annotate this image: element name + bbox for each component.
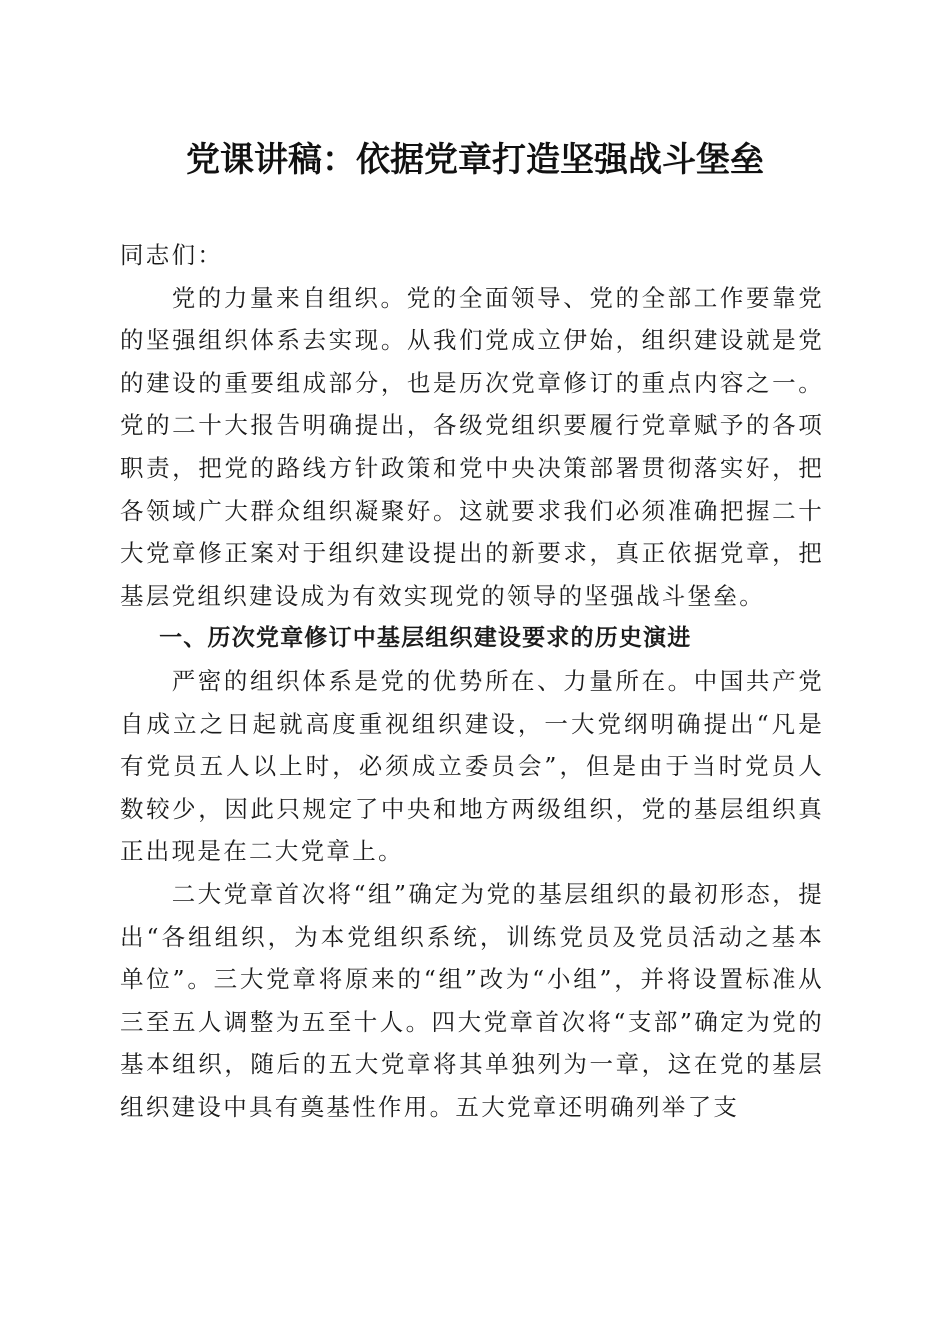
document-body bbox=[120, 234, 824, 1128]
intro-paragraph: 党的力量来自组织。党的全面领导、党的全部工作要靠党的坚强组织体系去实现。从我们党成立伊始，组织建设就是党的建设的重要组成部分，也是历次党章修订的重点内容之一。党的二十大报告明确提出，各级党组织要履行党章赋予的各项职责，把党的路线方针政策和党中央决策部署贯彻落实好，把各领域广大群众组织凝聚好。这就要求我们必须准确把握二十大党章修正案对于组织建设提出的新要求，真正依据党章，把基层党组织建设成为有效实现党的领导的坚强战斗堡垒。 bbox=[120, 283, 824, 610]
section-paragraph-2: 二大党章首次将“组”确定为党的基层组织的最初形态，提出“各组组织，为本党组织系统，训练党员及党员活动之基本单位”。三大党章将原来的“组”改为“小组”，并将设置标准从三至五人调整为五至十人。四大党章首次将“支部”确定为党的基本组织，随后的五大党章将其单独列为一章，这在党的基层组织建设中具有奠基性作用。五大党章还明确列举了支 bbox=[120, 879, 824, 1121]
section-heading: 一、历次党章修订中基层组织建设要求的历史演进 bbox=[159, 625, 692, 652]
section-paragraph-1: 严密的组织体系是党的优势所在、力量所在。中国共产党自成立之日起就高度重视组织建设，一大党纲明确提出“凡是有党员五人以上时，必须成立委员会”，但是由于当时党员人数较少，因此只规定了中央和地方两级组织，党的基层组织真正出现是在二大党章上。 bbox=[120, 666, 824, 866]
salutation: 同志们： bbox=[120, 241, 224, 269]
document-title: 党课讲稿：依据党章打造坚强战斗堡垒 bbox=[186, 140, 764, 180]
